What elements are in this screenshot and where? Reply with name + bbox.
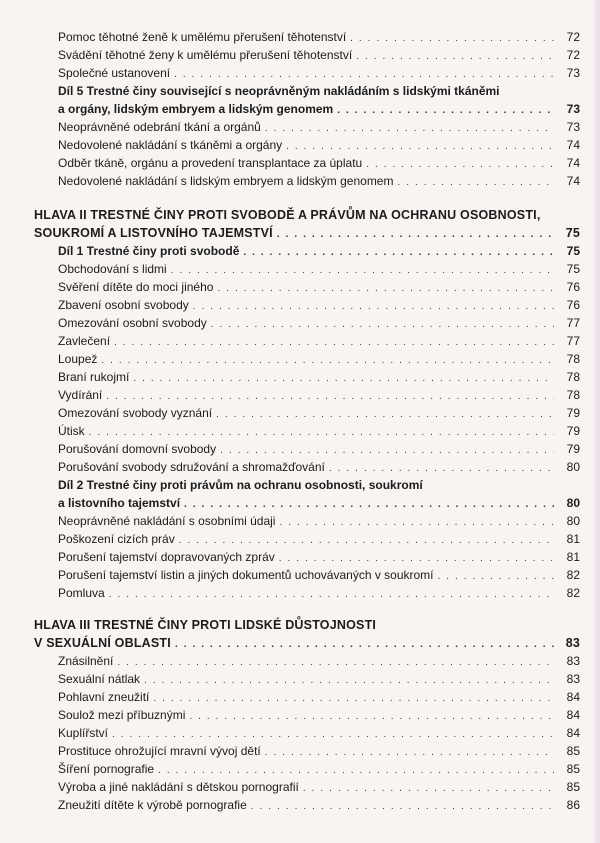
toc-entry-page: 84 xyxy=(566,690,580,704)
toc-entry-page: 76 xyxy=(566,280,580,294)
toc-entry-page: 84 xyxy=(566,726,580,740)
toc-entry-title: Obchodování s lidmi xyxy=(58,262,167,276)
toc-entry-page: 79 xyxy=(566,442,580,456)
toc-entry-page: 84 xyxy=(566,708,580,722)
toc-entry-neopravnene-nakladani-s-osobnimi-udaji xyxy=(34,512,580,530)
section-heading-dil-1-trestne-ciny-proti-svobode xyxy=(34,242,580,260)
toc-entry-title: a listovního tajemství xyxy=(58,496,181,510)
toc-entry-sexualni-natlak xyxy=(34,670,580,688)
toc-entry-page: 75 xyxy=(566,244,580,258)
toc-entry-page: 79 xyxy=(566,406,580,420)
dot-leader xyxy=(144,672,554,690)
toc-entry-title: HLAVA III TRESTNÉ ČINY PROTI LIDSKÉ DŮSTOJNOSTI xyxy=(34,618,377,632)
toc-entry-page: 83 xyxy=(566,672,580,686)
toc-entry-title: a orgány, lidským embryem a lidským genomem xyxy=(58,102,334,116)
toc-entry-page: 77 xyxy=(566,316,580,330)
dot-leader xyxy=(438,568,554,586)
toc-entry-page: 74 xyxy=(566,156,580,170)
toc-entry-poruseni-tajemstvi-dopravovanych-zprav xyxy=(34,548,580,566)
toc-entry-page: 83 xyxy=(566,654,580,668)
page-edge xyxy=(594,0,600,843)
toc-entry-page: 81 xyxy=(566,532,580,546)
toc-entry-page: 85 xyxy=(566,744,580,758)
section-heading-a-listovniho-tajemstvi xyxy=(34,494,580,512)
dot-leader xyxy=(114,334,554,352)
chapter-heading-soukromi-a-listovniho-tajemstvi xyxy=(34,224,580,242)
toc-entry-page: 73 xyxy=(566,120,580,134)
toc-entry-page: 82 xyxy=(566,586,580,600)
dot-leader xyxy=(251,798,554,816)
toc-entry-title: Neoprávněné odebrání tkání a orgánů xyxy=(58,120,261,134)
toc-entry-title: Loupež xyxy=(58,352,98,366)
toc-entry-title: Omezování svobody vyznání xyxy=(58,406,213,420)
toc-entry-title: Porušení tajemství dopravovaných zpráv xyxy=(58,550,275,564)
toc-entry-nedovolene-nakladani-s-lidskym-embryem-a xyxy=(34,172,580,190)
toc-entry-spolecne-ustanoveni xyxy=(34,64,580,82)
toc-entry-page: 80 xyxy=(566,496,580,510)
toc-entry-title: Omezování osobní svobody xyxy=(58,316,207,330)
toc-entry-title: Díl 1 Trestné činy proti svobodě xyxy=(58,244,240,258)
toc-entry-title: Porušování svobody sdružování a shromažďování xyxy=(58,460,325,474)
dot-leader xyxy=(350,30,554,48)
dot-leader xyxy=(117,654,554,672)
toc-entry-porusovani-svobody-sdruzovani-a-shromazd xyxy=(34,458,580,476)
toc-entry-loupez xyxy=(34,350,580,368)
toc-entry-title: Pohlavní zneužití xyxy=(58,690,150,704)
toc-entry-title: Společné ustanovení xyxy=(58,66,171,80)
toc-entry-page: 75 xyxy=(565,226,580,240)
dot-leader xyxy=(211,316,554,334)
chapter-heading-v-sexualni-oblasti xyxy=(34,634,580,652)
toc-entry-title: V SEXUÁLNÍ OBLASTI xyxy=(34,636,171,650)
dot-leader xyxy=(265,744,554,762)
toc-entry-title: Pomoc těhotné ženě k umělému přerušení těhotenství xyxy=(58,30,347,44)
toc-entry-page: 86 xyxy=(566,798,580,812)
toc-entry-title: Nedovolené nakládání s lidským embryem a lidským genomem xyxy=(58,174,394,188)
toc-entry-vydirani xyxy=(34,386,580,404)
toc-entry-brani-rukojmi xyxy=(34,368,580,386)
toc-entry-sireni-pornografie xyxy=(34,760,580,778)
dot-leader xyxy=(356,48,554,66)
toc-entry-page: 79 xyxy=(566,424,580,438)
toc-entry-kuplirstvi xyxy=(34,724,580,742)
toc-entry-title: Porušování domovní svobody xyxy=(58,442,217,456)
toc-entry-pomluva xyxy=(34,584,580,602)
toc-entry-title: Zavlečení xyxy=(58,334,111,348)
dot-leader xyxy=(109,586,554,604)
dot-leader xyxy=(133,370,554,388)
dot-leader xyxy=(366,156,554,174)
toc-entry-page: 81 xyxy=(566,550,580,564)
toc-entry-page: 80 xyxy=(566,514,580,528)
toc-entry-poruseni-tajemstvi-listin-a-jinych-dokum xyxy=(34,566,580,584)
toc-entry-title: Odběr tkáně, orgánu a provedení transplantace za úplatu xyxy=(58,156,363,170)
toc-entry-page: 74 xyxy=(566,174,580,188)
toc-entry-prostituce-ohrozujici-mravni-vyvoj-deti xyxy=(34,742,580,760)
toc-entry-title: Soulož mezi příbuznými xyxy=(58,708,186,722)
toc-entry-omezovani-osobni-svobody xyxy=(34,314,580,332)
toc-entry-page: 78 xyxy=(566,352,580,366)
toc-entry-title: Díl 5 Trestné činy související s neoprávněným nakládáním s lidskými tkáněmi xyxy=(58,84,500,98)
toc-entry-page: 83 xyxy=(565,636,580,650)
chapter-heading-hlava-iii-trestne-ciny-proti-lidske-dust xyxy=(34,616,580,634)
toc-entry-porusovani-domovni-svobody xyxy=(34,440,580,458)
toc-entry-title: Šíření pornografie xyxy=(58,762,155,776)
section-heading-a-organy-lidskym-embryem-a-lidskym-genom xyxy=(34,100,580,118)
dot-leader xyxy=(171,262,554,280)
section-heading-dil-2-trestne-ciny-proti-pravum-na-ochra xyxy=(34,476,580,494)
dot-leader xyxy=(279,514,554,532)
toc-entry-page: 72 xyxy=(566,48,580,62)
dot-leader xyxy=(265,120,554,138)
toc-entry-title: Díl 2 Trestné činy proti právům na ochranu osobnosti, soukromí xyxy=(58,478,423,492)
toc-entry-omezovani-svobody-vyznani xyxy=(34,404,580,422)
toc-entry-page: 78 xyxy=(566,388,580,402)
toc-entry-souloz-mezi-pribuznymi xyxy=(34,706,580,724)
toc-entry-page: 73 xyxy=(566,66,580,80)
toc-entry-page: 74 xyxy=(566,138,580,152)
toc-entry-title: HLAVA II TRESTNÉ ČINY PROTI SVOBODĚ A PRÁVŮM NA OCHRANU OSOBNOSTI, xyxy=(34,208,541,222)
toc-entry-title: Kuplířství xyxy=(58,726,109,740)
toc-entry-page: 77 xyxy=(566,334,580,348)
toc-entry-vyroba-a-jine-nakladani-s-detskou-pornog xyxy=(34,778,580,796)
toc-entry-neopravnene-odebrani-tkani-a-organu xyxy=(34,118,580,136)
toc-entry-nedovolene-nakladani-s-tkanemi-a-organy xyxy=(34,136,580,154)
toc-entry-title: Pomluva xyxy=(58,586,105,600)
dot-leader xyxy=(243,244,554,262)
dot-leader xyxy=(101,352,554,370)
toc-entry-zneuziti-ditete-k-vyrobe-pornografie xyxy=(34,796,580,814)
toc-entry-odber-tkane-organu-a-provedeni-transplan xyxy=(34,154,580,172)
toc-entry-utisk xyxy=(34,422,580,440)
toc-entry-pomoc-tehotne-zene-k-umelemu-preruseni-t xyxy=(34,28,580,46)
toc-entry-title: SOUKROMÍ A LISTOVNÍHO TAJEMSTVÍ xyxy=(34,226,273,240)
toc-entry-title: Vydírání xyxy=(58,388,103,402)
toc-entry-page: 82 xyxy=(566,568,580,582)
dot-leader xyxy=(175,636,554,654)
toc-entry-title: Poškození cizích práv xyxy=(58,532,175,546)
toc-entry-title: Znásilnění xyxy=(58,654,114,668)
dot-leader xyxy=(277,226,554,244)
toc-entry-svadeni-tehotne-zeny-k-umelemu-preruseni xyxy=(34,46,580,64)
toc-block-hlava-2 xyxy=(34,206,580,602)
toc-entry-znasilneni xyxy=(34,652,580,670)
toc-entry-title: Sexuální nátlak xyxy=(58,672,141,686)
toc-entry-title: Svádění těhotné ženy k umělému přerušení těhotenství xyxy=(58,48,353,62)
toc-entry-page: 85 xyxy=(566,780,580,794)
toc-entry-page: 76 xyxy=(566,298,580,312)
toc-entry-pohlavni-zneuziti xyxy=(34,688,580,706)
dot-leader xyxy=(153,690,554,708)
toc-entry-poskozeni-cizich-prav xyxy=(34,530,580,548)
dot-leader xyxy=(337,102,554,120)
toc-block-hlava-3 xyxy=(34,616,580,814)
toc-entry-title: Neoprávněné nakládání s osobními údaji xyxy=(58,514,276,528)
toc-entry-title: Porušení tajemství listin a jiných dokumentů uchovávaných v soukromí xyxy=(58,568,434,582)
toc-entry-title: Zbavení osobní svobody xyxy=(58,298,189,312)
dot-leader xyxy=(397,174,554,192)
toc-entry-obchodovani-s-lidmi xyxy=(34,260,580,278)
toc-entry-title: Prostituce ohrožující mravní vývoj dětí xyxy=(58,744,261,758)
toc-entry-title: Výroba a jiné nakládání s dětskou pornografií xyxy=(58,780,299,794)
toc-entry-page: 80 xyxy=(566,460,580,474)
toc-entry-page: 78 xyxy=(566,370,580,384)
toc-entry-page: 75 xyxy=(566,262,580,276)
dot-leader xyxy=(193,298,554,316)
toc-entry-title: Svěření dítěte do moci jiného xyxy=(58,280,214,294)
toc-entry-title: Zneužití dítěte k výrobě pornografie xyxy=(58,798,247,812)
toc-entry-title: Nedovolené nakládání s tkáněmi a orgány xyxy=(58,138,283,152)
toc-entry-zbaveni-osobni-svobody xyxy=(34,296,580,314)
toc-block-hlava-1-continued xyxy=(34,28,580,190)
section-heading-dil-5-trestne-ciny-souvisejici-s-neoprav xyxy=(34,82,580,100)
dot-leader xyxy=(216,406,554,424)
toc-entry-page: 85 xyxy=(566,762,580,776)
toc-entry-svereni-ditete-do-moci-jineho xyxy=(34,278,580,296)
toc-entry-page: 72 xyxy=(566,30,580,44)
chapter-heading-hlava-ii-trestne-ciny-proti-svobode-a-pr xyxy=(34,206,580,224)
dot-leader xyxy=(217,280,554,298)
toc-entry-zavleceni xyxy=(34,332,580,350)
dot-leader xyxy=(303,780,554,798)
toc-entry-title: Braní rukojmí xyxy=(58,370,130,384)
dot-leader xyxy=(189,708,554,726)
toc-entry-title: Útisk xyxy=(58,424,85,438)
toc-entry-page: 73 xyxy=(566,102,580,116)
